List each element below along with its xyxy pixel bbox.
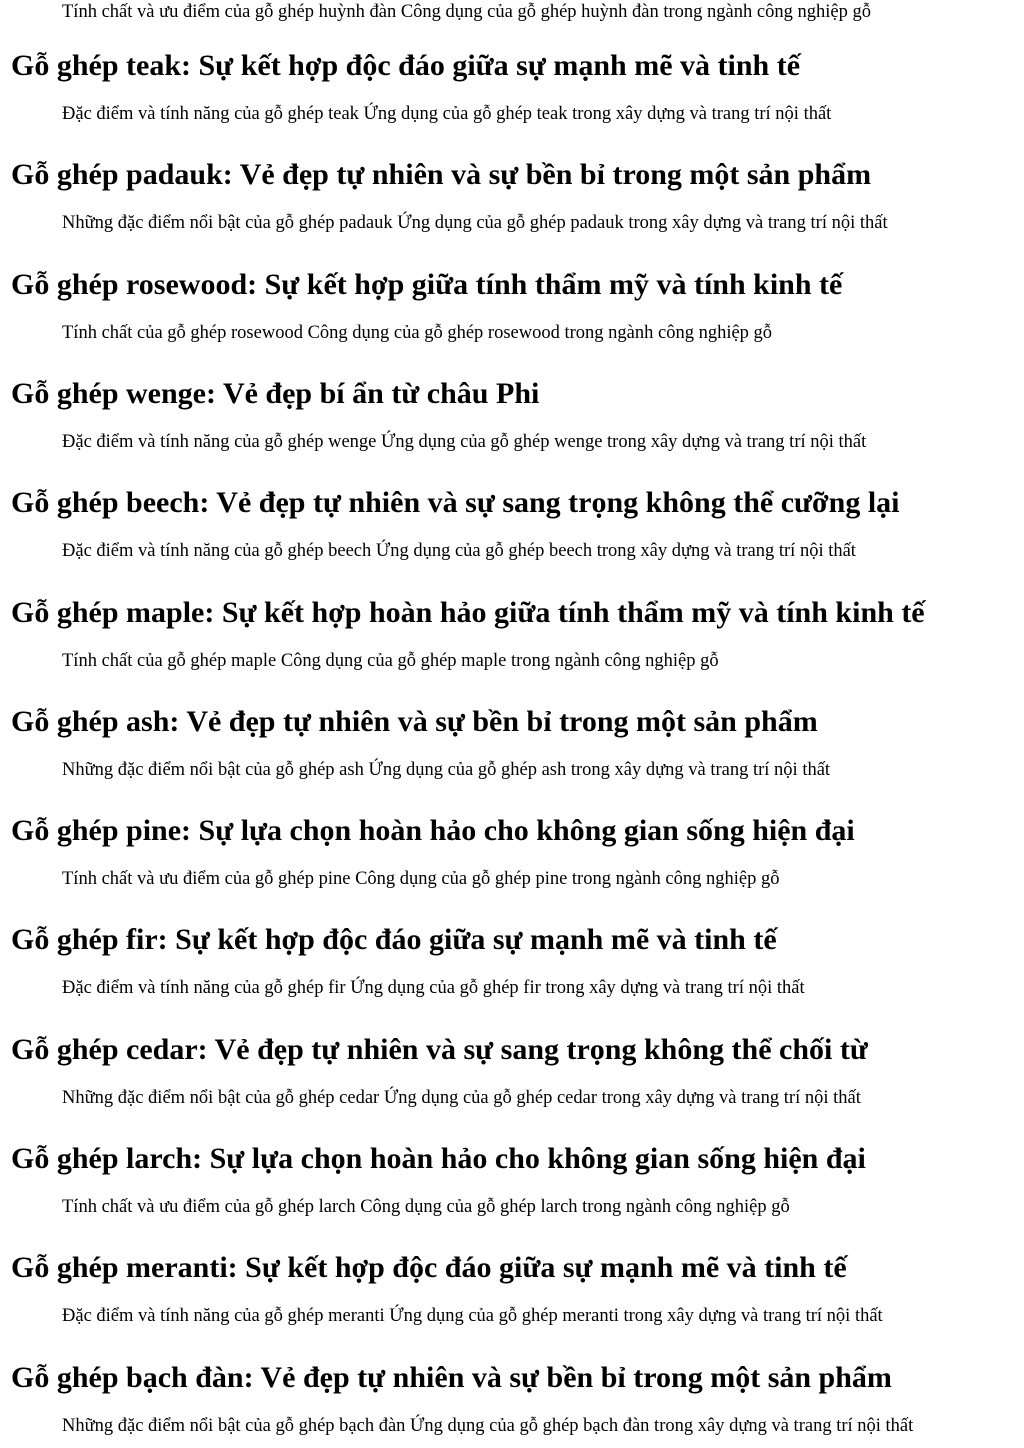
section-paragraph: Những đặc điểm nổi bật của gỗ ghép bạch đàn Ứng dụng của gỗ ghép bạch đàn trong xây dựng và trang trí nội thất bbox=[62, 1415, 914, 1436]
section-paragraph: Đặc điểm và tính năng của gỗ ghép beech Ứng dụng của gỗ ghép beech trong xây dựng và trang trí nội thất bbox=[62, 541, 856, 562]
top-paragraph: Tính chất và ưu điểm của gỗ ghép huỳnh đàn Công dụng của gỗ ghép huỳnh đàn trong ngành công nghiệp gỗ bbox=[62, 2, 871, 22]
section-heading: Gỗ ghép teak: Sự kết hợp độc đáo giữa sự mạnh mẽ và tinh tế bbox=[11, 49, 801, 82]
section-paragraph: Những đặc điểm nổi bật của gỗ ghép ash Ứng dụng của gỗ ghép ash trong xây dựng và trang trí nội thất bbox=[62, 759, 831, 780]
section-heading: Gỗ ghép maple: Sự kết hợp hoàn hảo giữa tính thẩm mỹ và tính kinh tế bbox=[11, 595, 925, 629]
section-paragraph: Đặc điểm và tính năng của gỗ ghép fir Ứng dụng của gỗ ghép fir trong xây dựng và trang trí nội thất bbox=[62, 978, 805, 999]
section-paragraph: Đặc điểm và tính năng của gỗ ghép meranti Ứng dụng của gỗ ghép meranti trong xây dựng và trang trí nội thất bbox=[62, 1306, 883, 1327]
section-paragraph: Đặc điểm và tính năng của gỗ ghép teak Ứng dụng của gỗ ghép teak trong xây dựng và trang trí nội thất bbox=[62, 104, 832, 124]
section-paragraph: Tính chất của gỗ ghép maple Công dụng của gỗ ghép maple trong ngành công nghiệp gỗ bbox=[62, 650, 719, 671]
section-paragraph: Tính chất của gỗ ghép rosewood Công dụng của gỗ ghép rosewood trong ngành công nghiệp gỗ bbox=[62, 322, 773, 343]
section-heading: Gỗ ghép ash: Vẻ đẹp tự nhiên và sự bền bỉ trong một sản phẩm bbox=[11, 704, 818, 738]
section-heading: Gỗ ghép meranti: Sự kết hợp độc đáo giữa sự mạnh mẽ và tinh tế bbox=[11, 1251, 847, 1285]
section-paragraph: Đặc điểm và tính năng của gỗ ghép wenge Ứng dụng của gỗ ghép wenge trong xây dựng và trang trí nội thất bbox=[62, 431, 867, 452]
section-heading: Gỗ ghép rosewood: Sự kết hợp giữa tính thẩm mỹ và tính kinh tế bbox=[11, 267, 843, 301]
section-heading: Gỗ ghép wenge: Vẻ đẹp bí ẩn từ châu Phi bbox=[11, 376, 540, 410]
section-heading: Gỗ ghép larch: Sự lựa chọn hoàn hảo cho không gian sống hiện đại bbox=[11, 1142, 866, 1175]
section-heading: Gỗ ghép fir: Sự kết hợp độc đáo giữa sự mạnh mẽ và tinh tế bbox=[11, 923, 777, 957]
section-heading: Gỗ ghép cedar: Vẻ đẹp tự nhiên và sự sang trọng không thể chối từ bbox=[11, 1032, 868, 1066]
section-heading: Gỗ ghép bạch đàn: Vẻ đẹp tự nhiên và sự bền bỉ trong một sản phẩm bbox=[11, 1360, 892, 1394]
section-paragraph: Những đặc điểm nổi bật của gỗ ghép padauk Ứng dụng của gỗ ghép padauk trong xây dựng và trang trí nội thất bbox=[62, 213, 888, 234]
section-paragraph: Tính chất và ưu điểm của gỗ ghép larch Công dụng của gỗ ghép larch trong ngành công nghiệp gỗ bbox=[62, 1197, 790, 1217]
section-heading: Gỗ ghép pine: Sự lựa chọn hoàn hảo cho không gian sống hiện đại bbox=[11, 814, 855, 848]
section-paragraph: Tính chất và ưu điểm của gỗ ghép pine Công dụng của gỗ ghép pine trong ngành công nghiệp gỗ bbox=[62, 869, 780, 890]
section-paragraph: Những đặc điểm nổi bật của gỗ ghép cedar Ứng dụng của gỗ ghép cedar trong xây dựng và trang trí nội thất bbox=[62, 1087, 861, 1108]
section-heading: Gỗ ghép padauk: Vẻ đẹp tự nhiên và sự bền bỉ trong một sản phẩm bbox=[11, 158, 872, 192]
section-heading: Gỗ ghép beech: Vẻ đẹp tự nhiên và sự sang trọng không thể cưỡng lại bbox=[11, 486, 900, 520]
